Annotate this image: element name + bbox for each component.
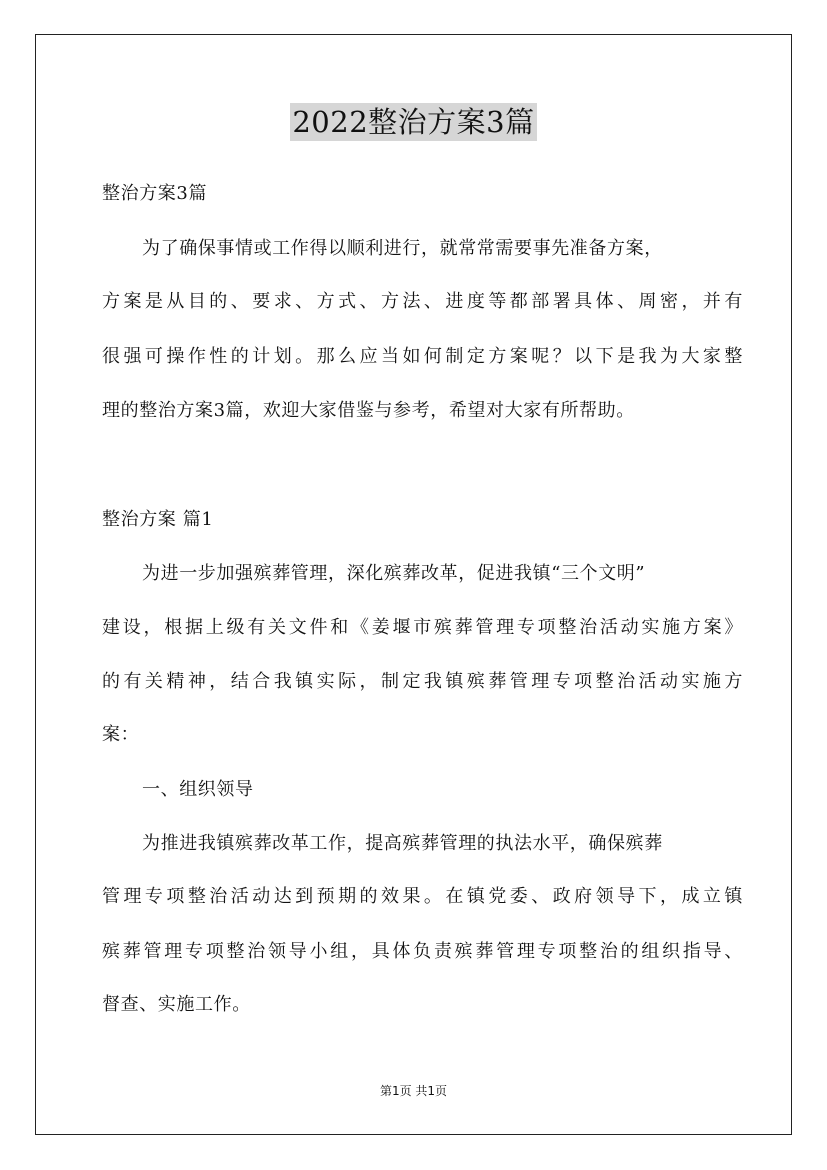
intro-paragraph-line: 理的整治方案3篇，欢迎大家借鉴与参考，希望对大家有所帮助。 — [102, 400, 635, 421]
section-paragraph-line: 案： — [102, 724, 140, 745]
section-paragraph-line: 的有关精神，结合我镇实际，制定我镇殡葬管理专项整治活动实施方 — [102, 671, 743, 692]
document-title — [0, 103, 827, 141]
intro-paragraph-line: 方案是从目的、要求、方式、方法、进度等都部署具体、周密，并有 — [102, 291, 743, 312]
intro-paragraph-line: 为了确保事情或工作得以顺利进行，就常常需要事先准备方案， — [142, 238, 663, 259]
document-subtitle: 整治方案3篇 — [102, 183, 208, 204]
page-footer — [0, 1083, 827, 1099]
section-paragraph-line: 建设，根据上级有关文件和《姜堰市殡葬管理专项整治活动实施方案》 — [102, 617, 743, 638]
document-title-text: 2022整治方案3篇 — [292, 105, 535, 139]
page-number: 第1页 共1页 — [379, 1084, 448, 1098]
body-paragraph-line: 为推进我镇殡葬改革工作，提高殡葬管理的执法水平，确保殡葬 — [142, 833, 663, 854]
section-paragraph-line: 为进一步加强殡葬管理，深化殡葬改革，促进我镇“三个文明” — [142, 563, 646, 584]
body-paragraph-line: 殡葬管理专项整治领导小组，具体负责殡葬管理专项整治的组织指导、 — [102, 941, 743, 962]
body-paragraph-line: 管理专项整治活动达到预期的效果。在镇党委、政府领导下，成立镇 — [102, 886, 743, 907]
body-paragraph-line: 督查、实施工作。 — [102, 994, 251, 1015]
subheading-organization: 一、组织领导 — [142, 779, 254, 800]
intro-paragraph-line: 很强可操作性的计划。那么应当如何制定方案呢？以下是我为大家整 — [102, 346, 743, 367]
section-heading: 整治方案 篇1 — [102, 509, 214, 530]
